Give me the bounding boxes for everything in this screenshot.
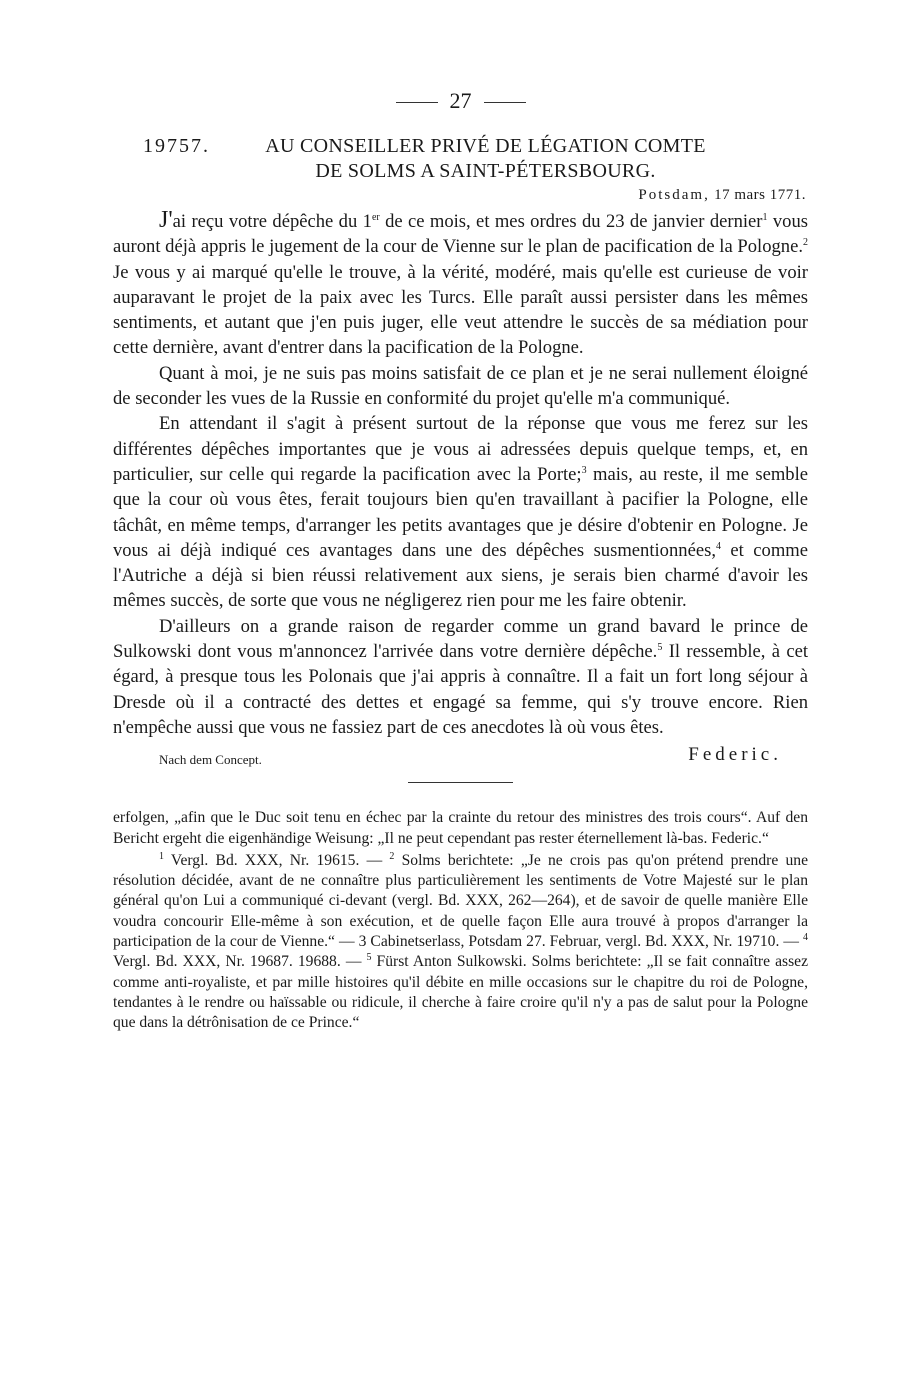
footnote-marker-2: 2: [389, 850, 395, 862]
footnote-continuation: erfolgen, „afin que le Duc soit tenu en échec par la crainte du retour des ministres des trois cours“. Auf den Bericht ergeht die eigenhändige Weisung: „Il ne peut cependant pas rester éternellement là-bas. Federic.“: [113, 809, 808, 847]
letter-closing: [113, 742, 808, 772]
place-date: 17 mars 1771.: [714, 187, 806, 203]
paragraph-4-part-a: D'ailleurs on a grande raison de regarder comme un grand bavard le prince de Sulkowski dont vous m'annoncez l'arrivée dans votre dernière dépêche.: [113, 615, 808, 663]
footnote-1-text: Vergl. Bd. XXX, Nr. 19615. —: [164, 851, 390, 869]
paragraph-1-part-c: vous auront déjà appris le jugement de la cour de Vienne sur le plan de pacification de la Pologne.: [113, 211, 808, 258]
signature: Federic.: [688, 744, 782, 766]
paragraph-3: [113, 411, 808, 613]
paragraph-3-part-c: et comme l'Autriche a déjà si bien réussi relativement aux siens, je serais bien charmé d'avoir les mêmes succès, de sorte que vous ne négligerez rien pour me les faire obtenir.: [113, 539, 808, 612]
footnote-ref-2: 2: [803, 237, 808, 249]
page-number-rule-left: [396, 102, 438, 103]
document-page: [113, 86, 808, 1034]
paragraph-4-part-b: Il ressemble, à cet égard, à presque tous les Polonais que j'ai appris à connaître. Il a fait un fort long séjour à Dresde où il a contracté des dettes et engagé sa femme, qui s'y trouve encore. Rien n'empêche aussi que vous ne fassiez part de ces anecdotes là où vous êtes.: [113, 641, 808, 738]
paragraph-1: [113, 208, 808, 361]
footnote-5-text: Fürst Anton Sulkowski. Solms berichtete: „Il se fait connaître assez comme anti-royaliste, et par mille histoires qu'il débite en mille occasions sur le chapitre du roi de Pologne, tendantes à le rendre ou haïssable ou ridicule, il cherche à faire croire qu'il n'y a pas de salut pour la Pologne que dans la détrônisation de ce Prince.“: [113, 953, 809, 1032]
footnote-divider: [408, 782, 513, 783]
footnote-2-text: Solms berichtete: „Je ne crois pas qu'on prétend prendre une résolution décidée, avant de ne connaître plus particulièrement les sentiments de Votre Majesté sur le plan général qu'on Lui a communiqué ci-devant (vergl. Bd. XXX, 262—264), et de savoir de quelle manière Elle voudra concourir Elle-même à son exécution, et de quelle façon Elle aura trouvé à propos d'arranger la participation de la cour de Vienne.“ —: [113, 851, 808, 951]
paragraph-2: Quant à moi, je ne suis pas moins satisfait de ce plan et je ne serai nullement éloigné de seconder les vues de la Russie en conformité du projet qu'elle m'a communiqué.: [113, 362, 808, 410]
paragraph-4: [113, 614, 808, 740]
paragraph-1-part-d: Je vous y ai marqué qu'elle le trouve, à la vérité, modéré, mais qu'elle est curieuse de voir auparavant le projet de la paix avec les Turcs. Elle paraît aussi persister dans les mêmes sentiments, et autant que j'en puis juger, elle veut attendre le succès de sa médiation pour cette dernière, avant d'entrer dans la pacification de la Pologne.: [113, 261, 808, 359]
page-number-rule-right: [484, 102, 526, 103]
paragraph-1-part-a: J'ai reçu votre dépêche du 1: [159, 207, 372, 233]
letter-title-line-1: AU CONSEILLER PRIVÉ DE LÉGATION COMTE: [265, 135, 706, 157]
footnote-4-text: Vergl. Bd. XXX, Nr. 19687. 19688. —: [113, 953, 367, 971]
source-note: Nach dem Concept.: [159, 752, 262, 768]
letter-number: 19757.: [143, 135, 210, 157]
paragraph-1-part-b: de ce mois, et mes ordres du 23 de janvier dernier: [379, 211, 763, 232]
footnote-marker-4: 4: [803, 931, 808, 943]
superscript-er: er: [371, 211, 380, 223]
footnote-ref-4: 4: [715, 540, 721, 552]
letter-heading: [113, 134, 808, 184]
page-number: [113, 86, 808, 116]
letter-body: [113, 208, 808, 740]
footnotes: [113, 808, 808, 1033]
letter-title-line-2: DE SOLMS A SAINT-PÉTERSBOURG.: [315, 160, 656, 182]
paragraph-3-part-a: En attendant il s'agit à présent surtout de la réponse que vous me ferez sur les différentes dépêches importantes que je vous ai adressées depuis quelque temps, et, en particulier, sur celle qui regarde la pacification avec la Porte;: [113, 413, 808, 485]
place-city: Potsdam,: [638, 187, 710, 203]
page-number-text: 27: [449, 88, 472, 113]
footnote-ref-3: 3: [581, 464, 587, 476]
footnote-ref-5: 5: [657, 641, 663, 653]
footnote-marker-1: 1: [159, 850, 164, 862]
footnote-3-text: Cabinetserlass, Potsdam 27. Februar, vergl. Bd. XXX, Nr. 19710. —: [366, 933, 803, 951]
footnote-marker-3: 3: [358, 933, 367, 951]
footnote-ref-1: 1: [762, 211, 768, 223]
footnote-marker-5: 5: [366, 952, 372, 964]
paragraph-3-part-b: mais, au reste, il me semble que la cour où vous êtes, ferait toujours bien qu'en travaillant à pacifier la Pologne, elle tâchât, en même temps, d'arranger les petits avantages que je désire d'obtenir en Pologne. Je vous ai déjà indiqué ces avantages dans une des dépêches susmentionnées,: [113, 463, 809, 561]
footnote-list: [113, 851, 808, 1034]
place-and-date: [113, 187, 808, 204]
